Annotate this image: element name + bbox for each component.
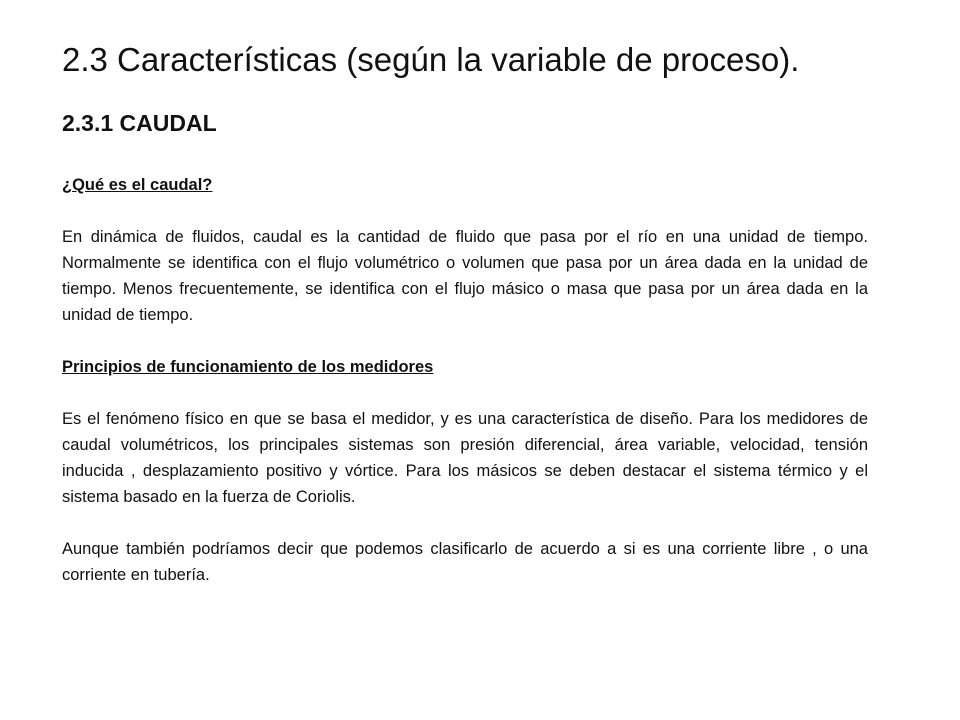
definition-paragraph: En dinámica de fluidos, caudal es la cantidad de fluido que pasa por el río en una unidad de tiempo. Normalmente se identifica con el flujo volumétrico o volumen que pasa por un área dada en la unidad de tiempo. Menos frecuentemente, se identifica con el flujo másico o masa que pasa por un área dada en la unidad de tiempo. [62,228,868,324]
principles-paragraph: Es el fenómeno físico en que se basa el medidor, y es una característica de diseño. Para los medidores de caudal volumétricos, los principales sistemas son presión diferencial, área variable, velocidad, tensión inducida , desplazamiento positivo y vórtice. Para los másicos se deben destacar el sistema térmico y el sistema basado en la fuerza de Coriolis. [62,410,868,506]
classification-paragraph: Aunque también podríamos decir que podemos clasificarlo de acuerdo a si es una corriente libre , o una corriente en tubería. [62,540,868,584]
section-subtitle: 2.3.1 CAUDAL [62,110,217,136]
slide-title: 2.3 Características (según la variable de proceso). [62,41,800,78]
question-heading: ¿Qué es el caudal? [62,176,213,194]
spacer [62,198,868,224]
spacer [62,510,868,536]
slide-body [62,172,868,588]
spacer [62,328,868,354]
spacer [62,380,868,406]
principles-heading: Principios de funcionamiento de los medidores [62,358,434,376]
